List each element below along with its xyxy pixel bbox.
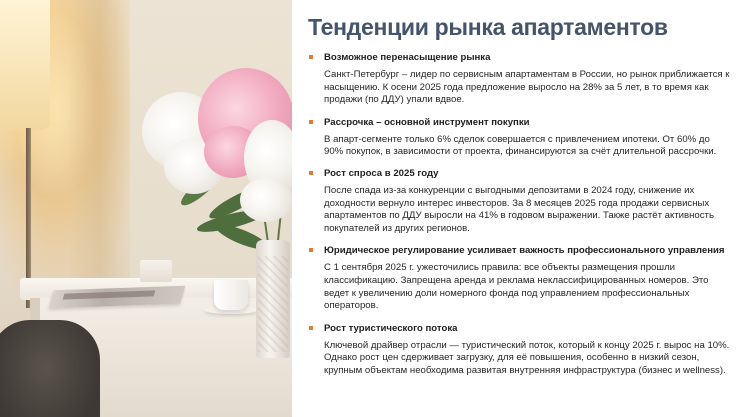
trend-item-title: Юридическое регулирование усиливает важность профессионального управления [324, 245, 725, 257]
trend-item-text: В апарт-сегменте только 6% сделок совершается с привлечением ипотеки. От 60% до 90% покупок, в зависимости от проекта, финансируются за счёт длительной рассрочки. [324, 133, 717, 158]
trend-item-text: Санкт-Петербург – лидер по сервисным апартаментам в России, но рынок приближается к насыщению. К осени 2025 года предложение выросло на 28% за 5 лет, в то время как продажи (по ДДУ) упали вдвое. [324, 69, 730, 106]
bullet-icon [309, 55, 313, 59]
trend-item [308, 245, 733, 312]
trend-item [308, 323, 733, 378]
slide-title: Тенденции рынка апартаментов [308, 14, 668, 40]
trend-item-title: Рассрочка – основной инструмент покупки [324, 116, 530, 128]
vase-pattern [258, 256, 288, 352]
small-box [140, 260, 172, 282]
trend-item-text: После спада из-за конкуренции с выгодными депозитами в 2024 году, снижение их доходности вернуло интерес инвесторов. За 8 месяцев 2025 года продажи сервисных апартаментов по ДДУ выросли на 41% в годовом выражении. Также растёт активность покупателей из других регионов. [324, 184, 714, 234]
trend-item [308, 52, 733, 107]
hydrangea-white [240, 178, 292, 222]
trend-list [308, 52, 733, 378]
bullet-icon [309, 326, 313, 330]
content-panel [292, 0, 741, 417]
trend-item [308, 168, 733, 235]
trend-item-title: Рост спроса в 2025 году [324, 167, 439, 179]
floor-lamp-shade [0, 0, 50, 130]
trend-item-title: Возможное перенасыщение рынка [324, 52, 491, 63]
trend-item-title: Рост туристического потока [324, 322, 458, 334]
trend-item-text: С 1 сентября 2025 г. ужесточились правила: все объекты размещения прошли классификацию. Запрещена аренда и реклама неклассифицированных номеров. Это ведет к увеличению доли номерного фонда под управлением профессиональных операторов. [324, 262, 709, 312]
chair [0, 320, 100, 417]
bullet-icon [309, 171, 313, 175]
trend-item [308, 117, 733, 159]
curtain [70, 0, 130, 300]
bullet-icon [309, 120, 313, 124]
trend-item-text: Ключевой драйвер отрасли — туристический поток, который к концу 2025 г. вырос на 10%. Однако рост цен сдерживает загрузку, для её повышения, особенно в низкий сезон, крупным объектам необходима развитая внутренняя инфраструктура (бизнес и wellness). [324, 339, 730, 376]
interior-photo [0, 0, 292, 417]
coffee-cup [214, 280, 248, 310]
bullet-icon [309, 248, 313, 252]
